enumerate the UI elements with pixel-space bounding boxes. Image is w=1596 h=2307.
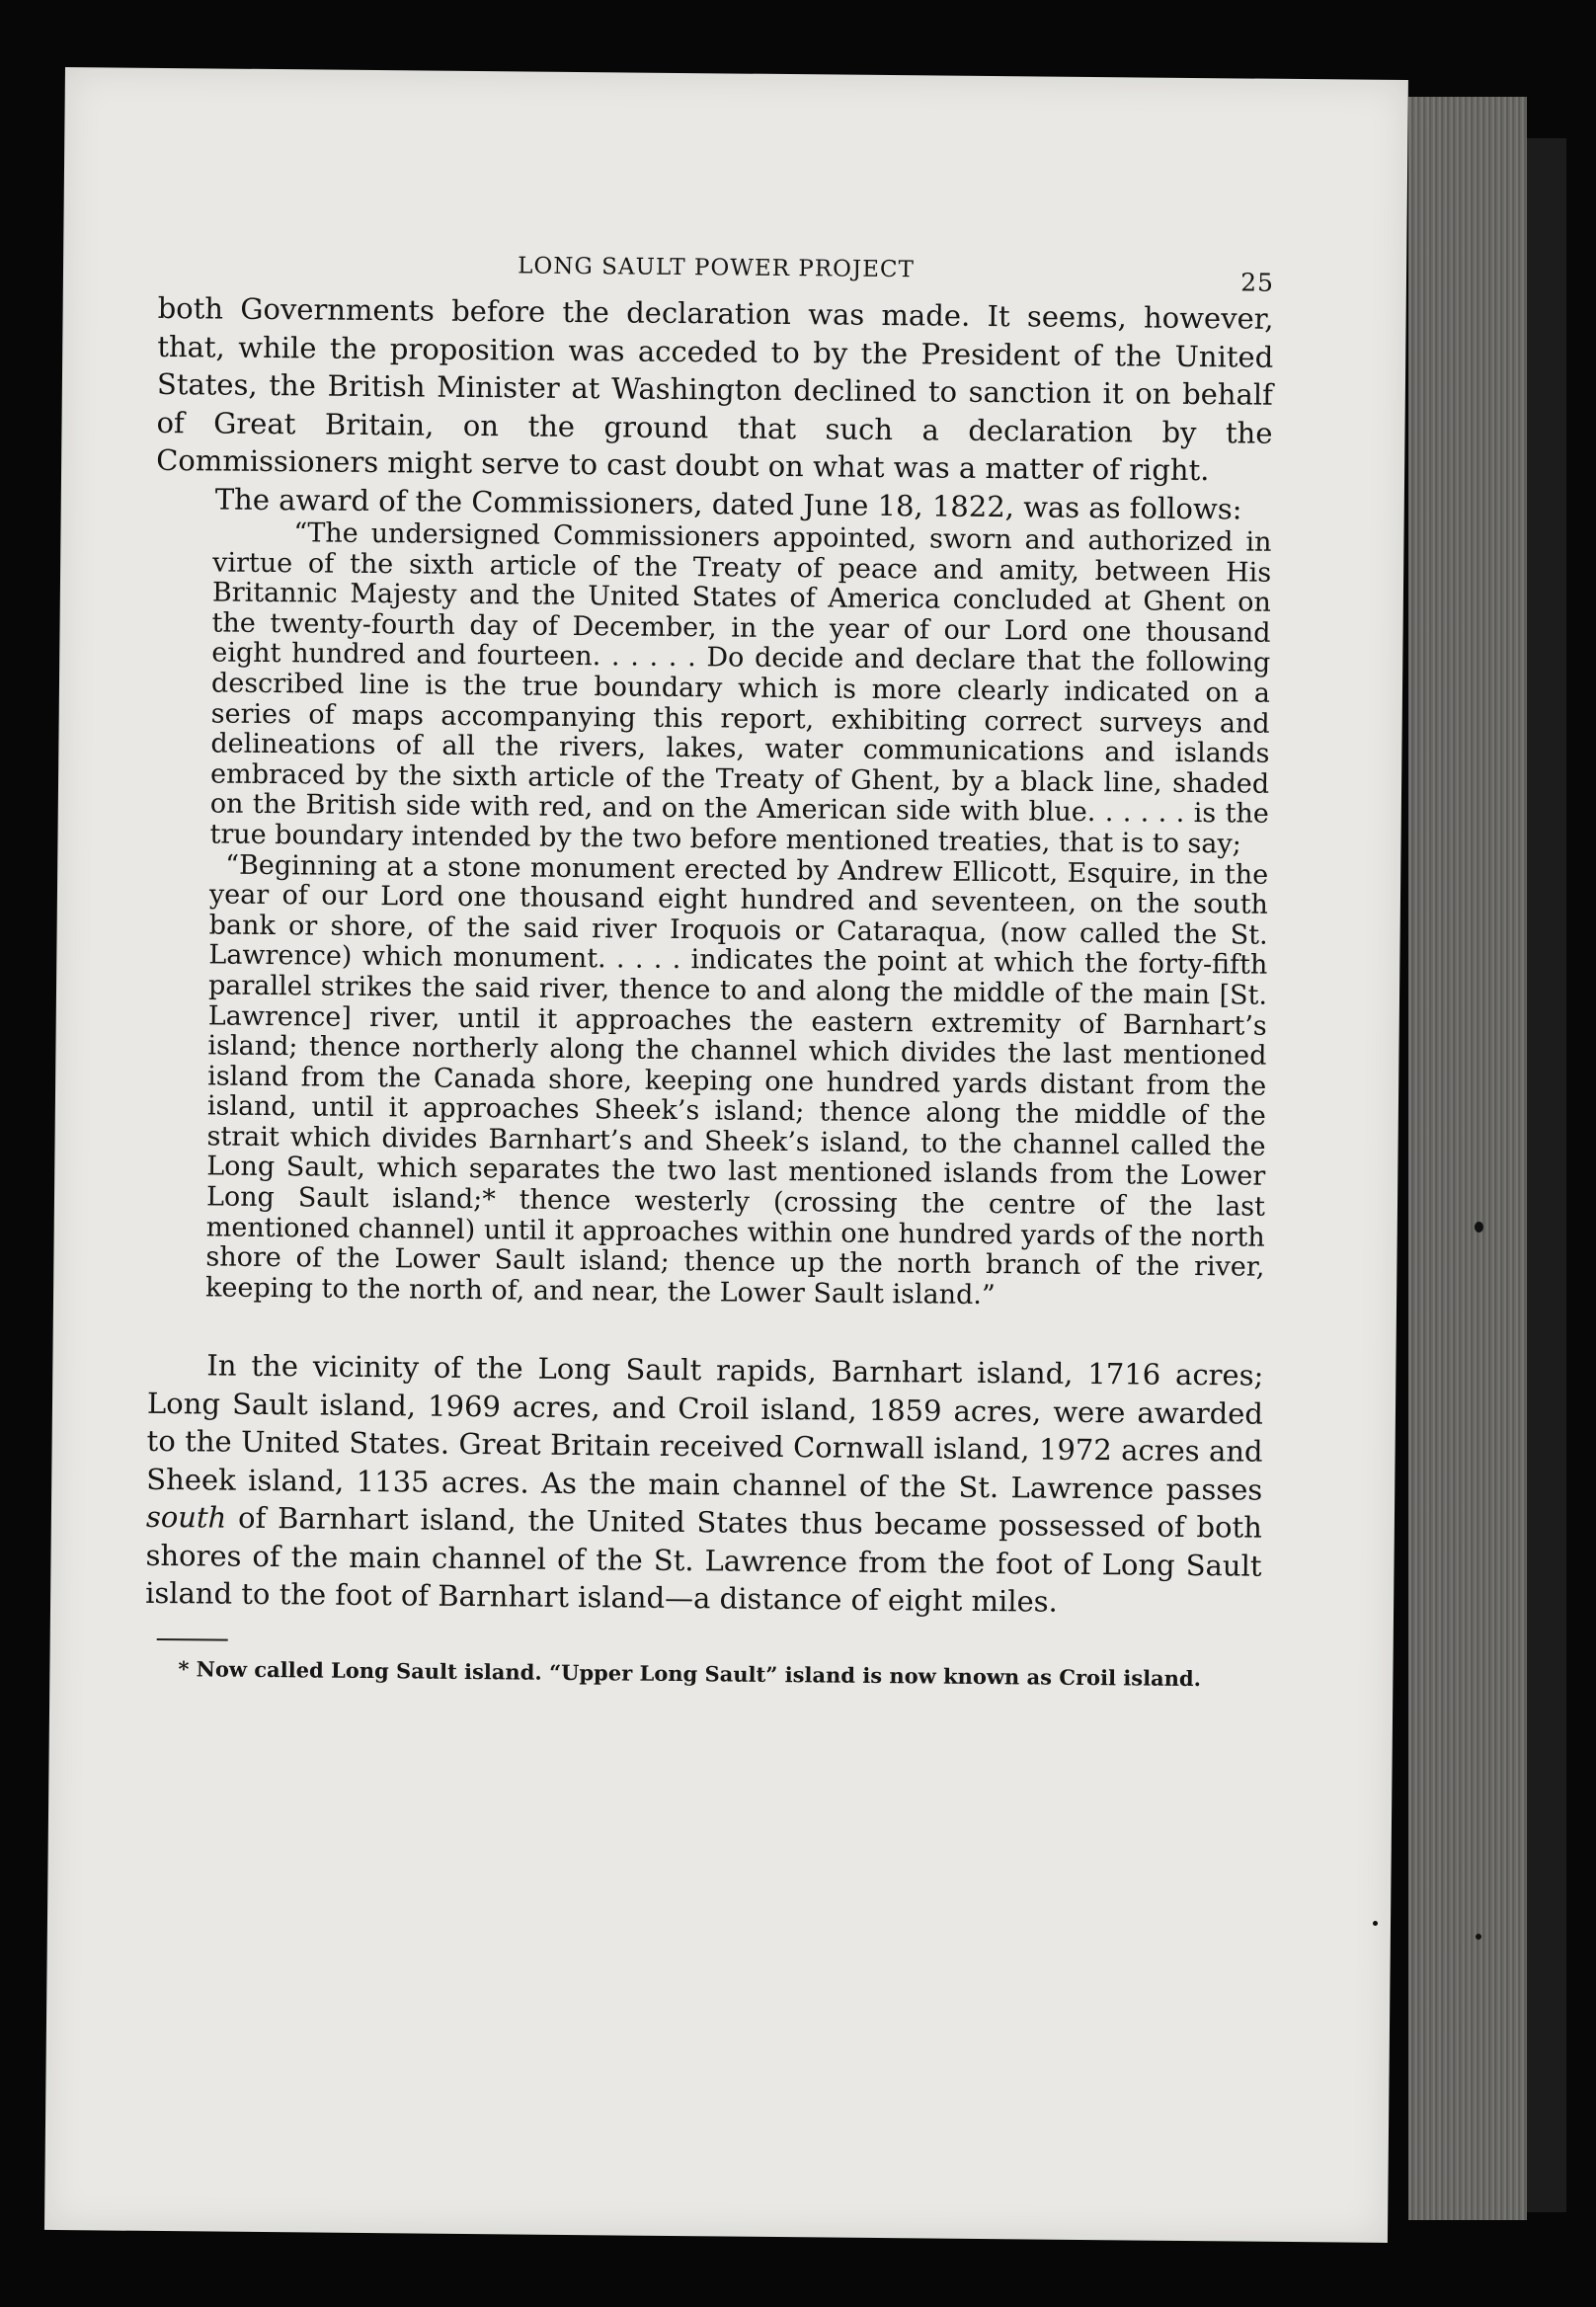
paragraph-continuation: both Governments before the declaration was made. It seems, however, that, while the proposition was acceded to by the President of the United States, the British Minister at Washington declined to sanction it on behalf of Great Britain, on the ground that such a declaration by the Commissioners might serve to cast doubt on what was a matter of right. <box>156 290 1274 488</box>
paragraph-islands-text-after: of Barnhart island, the United States thus became possessed of both shores of the main channel of the St. Lawrence from the foot of Long Sault island to the foot of Barnhart island—a distance of eight miles. <box>145 1501 1263 1620</box>
book-shadow <box>1527 138 1566 2212</box>
paragraph-islands-vicinity <box>145 1346 1264 1623</box>
footnote <box>144 1654 1260 1695</box>
page-number: 25 <box>1240 268 1275 297</box>
footnote-marker: * <box>178 1656 190 1682</box>
quote-award-preamble: “The undersigned Commissioners appointed, sworn and authorized in virtue of the sixth article of the Treaty of peace and amity, between His Britannic Majesty and the United States of America concluded at Ghent on the twenty-fourth day of December, in the year of our Lord one thousand eight hundred and fourteen. . . . . . Do decide and declare that the following described line is the true boundary which is more clearly indicated on a series of maps accompanying this report, exhibiting correct surveys and delineations of all the rivers, lakes, water communications and islands embraced by the sixth article of the Treaty of Ghent, by a black line, shaded on the British side with red, and on the American side with blue. . . . . . is the true boundary intended by the two before mentioned treaties, that is to say; <box>209 517 1272 860</box>
book-fore-edge <box>1408 97 1527 2220</box>
book-page <box>44 67 1408 2243</box>
scan-speck <box>1476 1934 1481 1940</box>
paragraph-islands-text-before: In the vicinity of the Long Sault rapids, Barnhart island, 1716 acres; Long Sault island, 1969 acres, and Croil island, 1859 acres, were awarded to the United States. Great Britain received Cornwall island, 1972 acres and Sheek island, 1135 acres. As the main channel of the St. Lawrence passes <box>146 1348 1264 1507</box>
quote-boundary-description: “Beginning at a stone monument erected by Andrew Ellicott, Esquire, in the year of our Lord one thousand eight hundred and seventeen, on the south bank or shore, of the said river Iroquois or Cataraqua, (now called the St. Lawrence) which monument. . . . . indicates the point at which the forty-fifth parallel strikes the said river, thence to and along the middle of the main [St. Lawrence] river, until it approaches the eastern extremity of Barnhart’s island; thence northerly along the channel which divides the last mentioned island from the Canada shore, keeping one hundred yards distant from the island, until it approaches Sheek’s island; thence along the middle of the strait which divides Barnhart’s and Sheek’s island, to the channel called the Long Sault, which separates the two last mentioned islands from the Lower Long Sault island;* thence westerly (crossing the centre of the last mentioned channel) until it approaches within one hundred yards of the north shore of the Lower Sault island; thence up the north branch of the river, keeping to the north of, and near, the Lower Sault island.” <box>204 849 1269 1311</box>
footnote-divider <box>157 1638 228 1641</box>
scan-speck <box>1475 1222 1483 1233</box>
paragraph-award-intro: The award of the Commissioners, dated June 18, 1822, was as follows: <box>214 481 1242 525</box>
page-text-block <box>144 250 1274 1695</box>
scan-speck <box>1373 1921 1378 1926</box>
running-title: LONG SAULT POWER PROJECT <box>518 253 916 283</box>
emphasis-south: south <box>145 1500 227 1536</box>
footnote-text: Now called Long Sault island. “Upper Long Sault” island is now known as Croil island. <box>196 1656 1202 1692</box>
